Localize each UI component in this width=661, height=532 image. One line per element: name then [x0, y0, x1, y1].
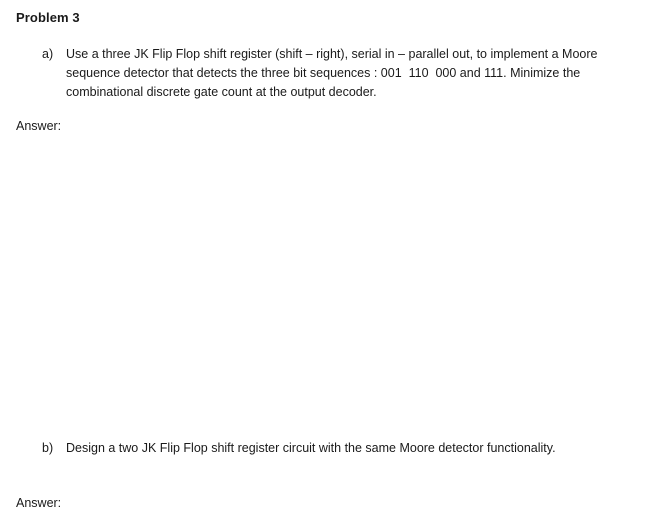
question-part-b — [42, 439, 642, 458]
answer-b-label: Answer: — [16, 496, 62, 510]
part-a-text: Use a three JK Flip Flop shift register (shift – right), serial in – parallel out, to implement a Moore sequence detector that detects the three bit sequences : 001 110 000 and 111. Minimize the combinational discrete gate count at the output decoder. — [66, 47, 601, 99]
problem-title: Problem 3 — [16, 10, 80, 25]
part-b-text: Design a two JK Flip Flop shift register circuit with the same Moore detector functionality. — [66, 441, 556, 455]
answer-a-area[interactable] — [16, 140, 644, 430]
part-a-marker: a) — [42, 47, 54, 61]
answer-b-area[interactable] — [16, 514, 644, 530]
answer-a-label: Answer: — [16, 119, 62, 133]
question-part-a — [42, 45, 642, 102]
part-b-marker: b) — [42, 441, 54, 455]
